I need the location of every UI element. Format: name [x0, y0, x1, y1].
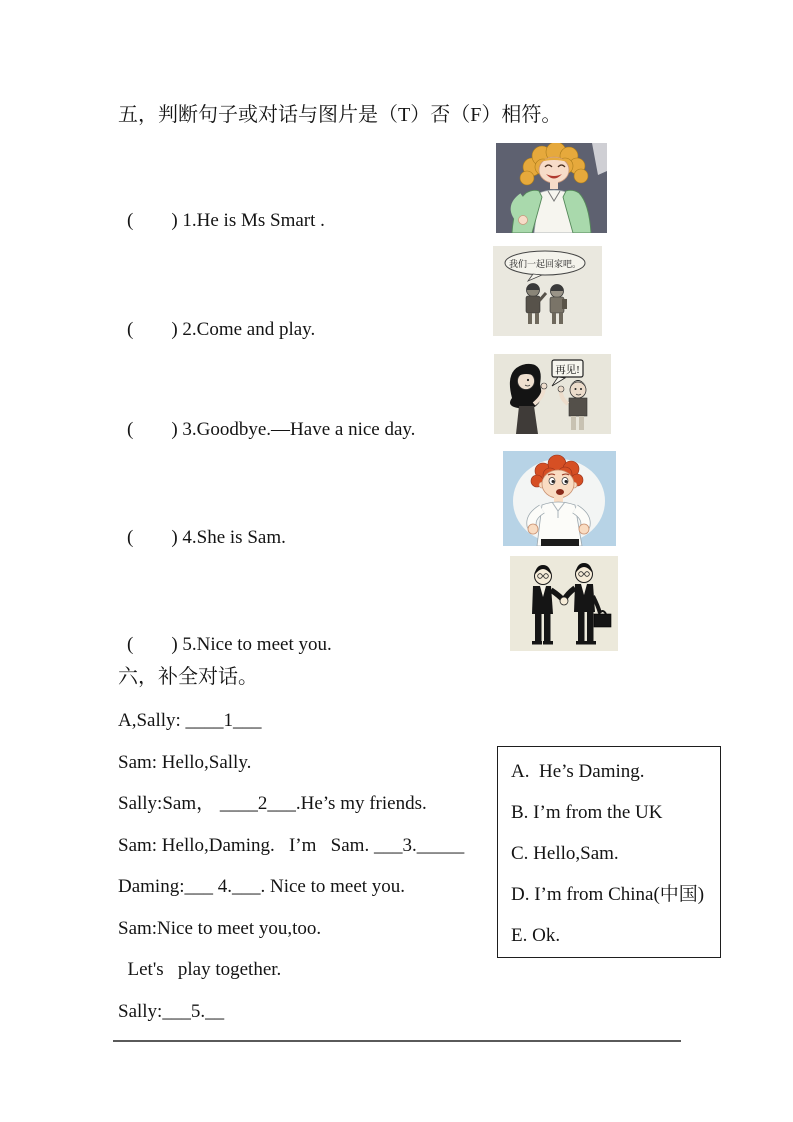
question-3: ( ) 3.Goodbye.—Have a nice day.: [127, 419, 416, 440]
woman-teacher-illustration: [496, 143, 607, 233]
dialogue-line-3: Sally:Sam， ____2___.He’s my friends.: [118, 793, 427, 814]
option-e: E. Ok.: [511, 925, 561, 946]
dialogue-line-5: Daming:___ 4.___. Nice to meet you.: [118, 876, 406, 897]
answer-options-box: [497, 746, 721, 958]
picture-two-children: [493, 246, 602, 336]
picture-goodbye: [494, 354, 611, 434]
dialogue-line-6: Sam:Nice to meet you,too.: [118, 918, 322, 939]
question-2: ( ) 2.Come and play.: [127, 319, 316, 340]
question-1: ( ) 1.He is Ms Smart .: [127, 210, 325, 231]
dialogue-line-8: Sally:___5.__: [118, 1001, 225, 1022]
option-a: A. He’s Daming.: [511, 761, 645, 782]
option-b: B. I’m from the UK: [511, 802, 663, 823]
speech-bubble-text: 再见!: [555, 365, 580, 376]
businessmen-handshake-illustration: [510, 556, 618, 651]
two-children-illustration: [493, 246, 602, 336]
picture-handshake: [510, 556, 618, 651]
question-4: ( ) 4.She is Sam.: [127, 527, 286, 548]
picture-red-haired-boy: [503, 451, 616, 546]
picture-ms-smart: [496, 143, 607, 233]
option-c: C. Hello,Sam.: [511, 843, 619, 864]
dialogue-line-4: Sam: Hello,Daming. I’m Sam. ___3._____: [118, 835, 465, 856]
question-5: ( ) 5.Nice to meet you.: [127, 634, 332, 655]
page-footer-divider: [113, 1040, 681, 1042]
speech-bubble-text: 我们一起回家吧。: [508, 259, 582, 269]
dialogue-line-2: Sam: Hello,Sally.: [118, 752, 252, 773]
goodbye-illustration: [494, 354, 611, 434]
dialogue-line-1: A,Sally: ____1___: [118, 710, 262, 731]
dialogue-line-7: Let's play together.: [118, 959, 282, 980]
section5-heading: 五，判断句子或对话与图片是（T）否（F）相符。: [118, 104, 562, 126]
section6-heading: 六，补全对话。: [118, 666, 258, 688]
option-d: D. I’m from China(中国): [511, 884, 705, 905]
red-haired-boy-illustration: [503, 451, 616, 546]
